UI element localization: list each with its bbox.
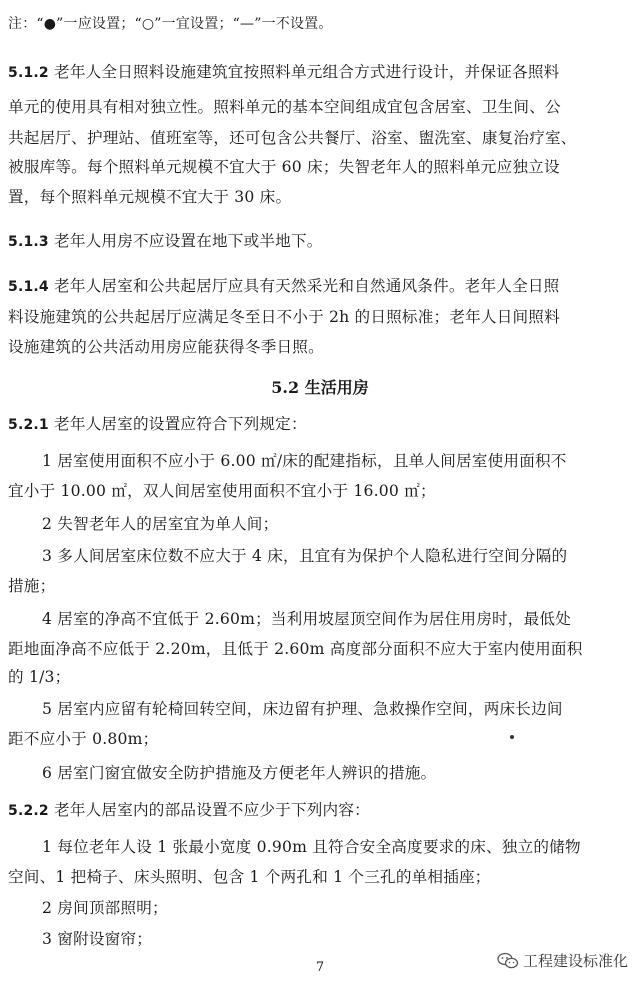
clause-5-2-2-item-1a: 1 每位老年人设 1 张最小宽度 0.90m 且符合安全高度要求的床、独立的储物 xyxy=(42,838,581,856)
clause-5-2-1-item-1b: 宜小于 10.00 ㎡，双人间居室使用面积不宜小于 16.00 ㎡； xyxy=(8,482,436,500)
scan-speck xyxy=(510,735,514,739)
clause-5-1-3 xyxy=(8,231,323,252)
clause-5-1-2-line-1 xyxy=(8,62,559,83)
clause-5-2-2-item-2: 2 房间顶部照明； xyxy=(42,899,168,917)
page-number: 7 xyxy=(315,960,325,975)
clause-5-2-1-item-3a: 3 多人间居室床位数不应大于 4 床，且宜有为保护个人隐私进行空间分隔的 xyxy=(42,547,568,565)
clause-text: 老年人居室和公共起居厅应具有天然采光和自然通风条件。老年人全日照 xyxy=(54,277,560,295)
clause-5-2-2-line-1 xyxy=(8,800,370,821)
clause-5-2-1-item-4a: 4 居室的净高不宜低于 2.60m；当利用坡屋顶空间作为居住用房时，最低处 xyxy=(42,610,571,628)
clause-text: 老年人居室内的部品设置不应少于下列内容： xyxy=(54,801,370,819)
clause-5-1-2-line-2: 单元的使用具有相对独立性。照料单元的基本空间组成宜包含居室、卫生间、公 xyxy=(8,98,561,116)
clause-number: 5.1.4 xyxy=(8,279,49,295)
clause-5-2-2-item-1b: 空间、1 把椅子、床头照明、包含 1 个两孔和 1 个三孔的单相插座； xyxy=(8,868,491,886)
clause-5-2-1-item-5b: 距不应小于 0.80m； xyxy=(8,730,159,748)
clause-text: 老年人居室的设置应符合下列规定： xyxy=(54,415,307,433)
clause-5-2-1-line-1 xyxy=(8,414,307,435)
clause-5-1-2-line-4: 被服库等。每个照料单元规模不宜大于 60 床；失智老年人的照料单元应独立设 xyxy=(8,158,560,176)
clause-5-2-2-item-3: 3 窗附设窗帘； xyxy=(42,930,153,948)
clause-5-1-4-line-2: 料设施建筑的公共起居厅应满足冬至日不小于 2h 的日照标准；老年人日间照料 xyxy=(8,308,560,326)
clause-5-2-1-item-1a: 1 居室使用面积不应小于 6.00 ㎡/床的配建指标，且单人间居室使用面积不 xyxy=(42,452,567,470)
wechat-icon xyxy=(497,952,519,970)
clause-number: 5.2.1 xyxy=(8,417,49,433)
watermark xyxy=(497,950,628,971)
legend-note: 注：“●”一应设置；“○”一宜设置；“—”一不设置。 xyxy=(8,16,333,32)
watermark-text: 工程建设标准化 xyxy=(522,952,628,970)
clause-5-1-2-line-3: 共起居厅、护理站、值班室等，还可包含公共餐厅、浴室、盥洗室、康复治疗室、 xyxy=(8,129,577,147)
section-heading-5-2: 5.2 生活用房 xyxy=(271,378,369,397)
clause-number: 5.2.2 xyxy=(8,803,49,819)
clause-5-2-1-item-6: 6 居室门窗宜做安全防护措施及方便老年人辨识的措施。 xyxy=(42,764,437,782)
clause-5-1-2-line-5: 置，每个照料单元规模不宜大于 30 床。 xyxy=(8,188,292,206)
clause-5-1-4-line-1 xyxy=(8,276,559,297)
clause-5-2-1-item-3b: 措施； xyxy=(8,577,56,595)
clause-5-2-1-item-5a: 5 居室内应留有轮椅回转空间，床边留有护理、急救操作空间，两床长边间 xyxy=(42,700,563,718)
clause-text: 老年人用房不应设置在地下或半地下。 xyxy=(54,232,323,250)
clause-5-2-1-item-2: 2 失智老年人的居室宜为单人间； xyxy=(42,515,279,533)
clause-5-2-1-item-4b: 距地面净高不应低于 2.20m，且低于 2.60m 高度部分面积不应大于室内使用面积 xyxy=(8,640,583,658)
clause-5-2-1-item-4c: 的 1/3； xyxy=(8,668,71,686)
clause-number: 5.1.2 xyxy=(8,65,49,81)
clause-5-1-4-line-3: 设施建筑的公共活动用房应能获得冬季日照。 xyxy=(8,338,324,356)
clause-text: 老年人全日照料设施建筑宜按照料单元组合方式进行设计，并保证各照料 xyxy=(54,63,560,81)
clause-number: 5.1.3 xyxy=(8,234,49,250)
